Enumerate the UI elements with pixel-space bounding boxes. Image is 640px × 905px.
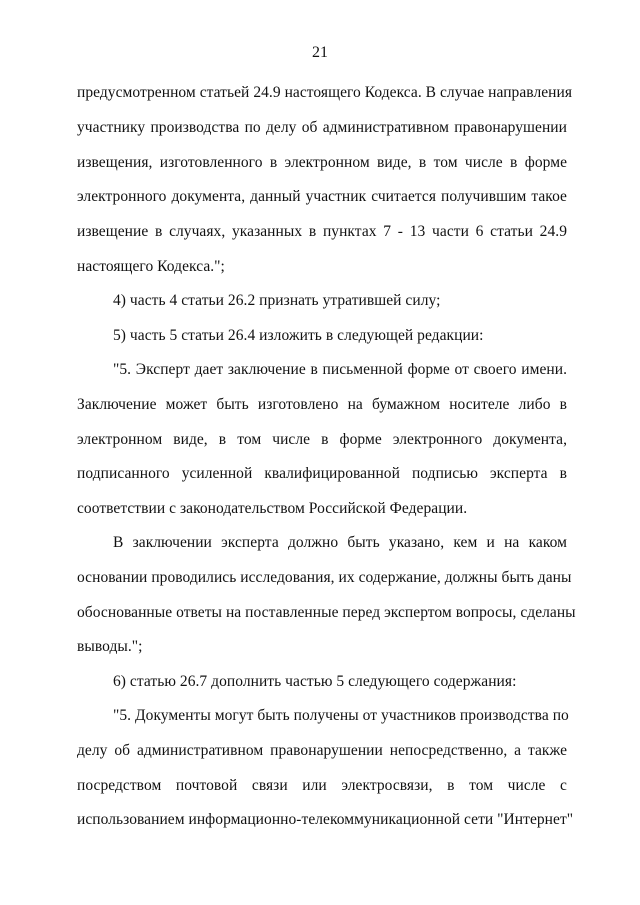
text-line: электронного документа, данный участник считается получившим такое [77, 188, 567, 205]
text-line: Заключение может быть изготовлено на бумажном носителе либо в [77, 396, 567, 413]
text-line: выводы."; [77, 638, 143, 655]
text-line: участнику производства по делу об административном правонарушении [77, 119, 567, 136]
page-number: 21 [312, 44, 328, 61]
text-line: электронном виде, в том числе в форме электронного документа, [77, 431, 567, 448]
text-line: В заключении эксперта должно быть указано, кем и на каком [113, 534, 567, 551]
text-line: 4) часть 4 статьи 26.2 признать утратившей силу; [113, 292, 441, 309]
text-line: извещения, изготовленного в электронном виде, в том числе в форме [77, 154, 567, 171]
text-line: извещение в случаях, указанных в пунктах 7 - 13 части 6 статьи 24.9 [77, 223, 567, 240]
text-line: делу об административном правонарушении непосредственно, а также [77, 742, 567, 759]
text-line: настоящего Кодекса."; [77, 258, 225, 275]
text-line: "5. Документы могут быть получены от участников производства по [113, 707, 569, 724]
text-line: соответствии с законодательством Российской Федерации. [77, 500, 468, 517]
text-line: 5) часть 5 статьи 26.4 изложить в следующей редакции: [113, 327, 484, 344]
text-line: использованием информационно-телекоммуникационной сети "Интернет" [77, 811, 574, 828]
text-line: "5. Эксперт дает заключение в письменной форме от своего имени. [113, 361, 567, 378]
text-line: предусмотренном статьей 24.9 настоящего Кодекса. В случае направления [77, 84, 573, 101]
text-line: обоснованные ответы на поставленные перед экспертом вопросы, сделаны [77, 604, 576, 621]
text-line: посредством почтовой связи или электросвязи, в том числе с [77, 777, 567, 794]
text-line: подписанного усиленной квалифицированной подписью эксперта в [77, 465, 567, 482]
text-line: 6) статью 26.7 дополнить частью 5 следующего содержания: [113, 673, 517, 690]
text-line: основании проводились исследования, их содержание, должны быть даны [77, 569, 572, 586]
